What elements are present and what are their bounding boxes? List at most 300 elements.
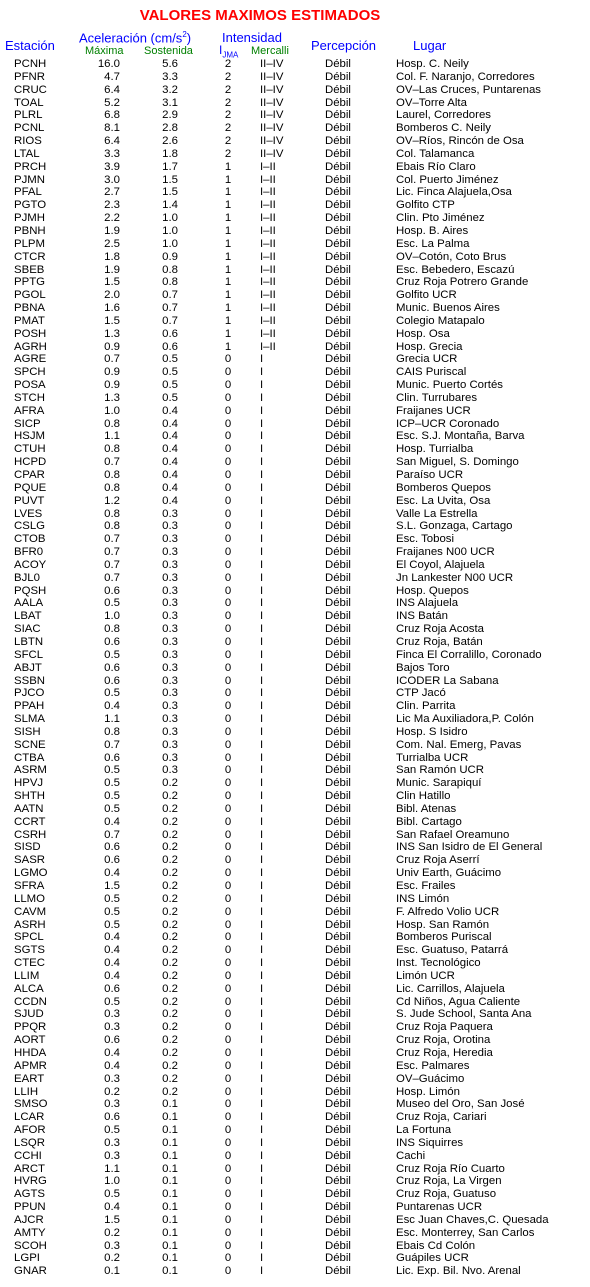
table-row [0,1124,590,1137]
station-code: SLMA [14,713,46,726]
max-acceleration: 0.4 [104,1201,120,1214]
intensity-jma: 0 [224,417,232,430]
station-code: PJCO [14,687,45,700]
station-code: SICP [14,417,41,430]
max-acceleration: 0.5 [104,905,120,918]
intensity-mercalli: II–IV [260,70,284,83]
table-row [0,405,590,418]
intensity-mercalli: I [260,687,264,700]
sustained-acceleration: 0.3 [162,507,178,520]
sustained-acceleration: 0.2 [162,815,178,828]
location: Esc. Bebedero, Escazú [396,263,515,276]
location: Fraijanes N00 UCR [396,546,495,559]
sustained-acceleration: 0.3 [162,648,178,661]
perception: Débil [325,1008,351,1021]
max-acceleration: 0.9 [104,366,120,379]
intensity-jma: 0 [224,558,232,571]
table-row [0,122,590,135]
max-acceleration: 0.3 [104,1008,120,1021]
location: Grecia UCR [396,353,458,366]
location: Hosp. S Isidro [396,725,468,738]
intensity-jma: 0 [224,366,232,379]
intensity-jma: 0 [224,1072,232,1085]
max-acceleration: 0.5 [104,648,120,661]
intensity-jma: 0 [224,379,232,392]
station-code: AGRE [14,353,47,366]
table-row [0,764,590,777]
perception: Débil [325,430,351,443]
table-row [0,392,590,405]
table-row [0,546,590,559]
intensity-jma: 0 [224,635,232,648]
station-code: CSLG [14,520,46,533]
perception: Débil [325,1046,351,1059]
station-code: AMTY [14,1226,46,1239]
sustained-acceleration: 0.3 [162,520,178,533]
location: Clin. Pto Jiménez [396,212,485,225]
table-row [0,970,590,983]
intensity-mercalli: I [260,443,264,456]
intensity-mercalli: I–II [260,186,276,199]
sustained-acceleration: 0.2 [162,777,178,790]
max-acceleration: 1.5 [104,1213,120,1226]
sustained-acceleration: 0.2 [162,802,178,815]
station-code: HVRG [14,1175,47,1188]
max-acceleration: 0.3 [104,1021,120,1034]
table-row [0,418,590,431]
sustained-acceleration: 0.1 [162,1252,178,1265]
station-code: ABJT [14,661,42,674]
sustained-acceleration: 0.3 [162,635,178,648]
sustained-acceleration: 0.1 [162,1136,178,1149]
table-row [0,854,590,867]
intensity-jma: 0 [224,957,232,970]
intensity-mercalli: I [260,802,264,815]
max-acceleration: 0.7 [104,828,120,841]
location: Col. Talamanca [396,147,475,160]
location: Hosp. Quepos [396,584,469,597]
location: Esc. La Uvita, Osa [396,494,491,507]
table-row [0,700,590,713]
location: Laurel, Corredores [396,109,491,122]
header-maxima: Máxima [85,45,124,57]
sustained-acceleration: 0.3 [162,558,178,571]
intensity-jma: 0 [224,1265,232,1278]
sustained-acceleration: 0.1 [162,1175,178,1188]
table-row [0,610,590,623]
table-row [0,315,590,328]
intensity-jma: 0 [224,1175,232,1188]
station-code: SPCL [14,931,44,944]
station-code: EART [14,1072,45,1085]
intensity-mercalli: II–IV [260,109,284,122]
max-acceleration: 0.3 [104,1098,120,1111]
intensity-mercalli: I [260,1149,264,1162]
table-row [0,71,590,84]
location: OV–Cotón, Coto Brus [396,250,507,263]
station-code: RIOS [14,135,42,148]
perception: Débil [325,507,351,520]
station-code: AORT [14,1034,46,1047]
perception: Débil [325,777,351,790]
max-acceleration: 0.4 [104,944,120,957]
location: Munic. Sarapiquí [396,777,482,790]
intensity-mercalli: I [260,1188,264,1201]
sustained-acceleration: 0.5 [162,391,178,404]
perception: Débil [325,135,351,148]
table-row [0,687,590,700]
max-acceleration: 0.5 [104,687,120,700]
station-code: AFRA [14,404,45,417]
intensity-mercalli: I–II [260,263,276,276]
intensity-jma: 0 [224,1149,232,1162]
location: CAIS Puriscal [396,366,467,379]
station-code: CCDN [14,995,47,1008]
station-code: SASR [14,854,46,867]
perception: Débil [325,969,351,982]
intensity-mercalli: I [260,1059,264,1072]
table-row [0,1265,590,1278]
perception: Débil [325,687,351,700]
sustained-acceleration: 1.5 [162,173,178,186]
table-row [0,790,590,803]
sustained-acceleration: 0.2 [162,1021,178,1034]
table-row [0,58,590,71]
intensity-jma: 0 [224,674,232,687]
sustained-acceleration: 0.1 [162,1213,178,1226]
intensity-jma: 0 [224,713,232,726]
station-code: PCNL [14,122,45,135]
intensity-mercalli: I [260,391,264,404]
perception: Débil [325,199,351,212]
sustained-acceleration: 0.2 [162,867,178,880]
table-row [0,1201,590,1214]
header-aceleracion: Aceleración $(cm/s^2)$ [79,30,192,46]
header-sostenida: Sostenida [144,45,193,57]
station-code: ALCA [14,982,44,995]
table-row [0,752,590,765]
intensity-mercalli: I [260,430,264,443]
perception: Débil [325,263,351,276]
location: Cruz Roja Acosta [396,623,484,636]
perception: Débil [325,944,351,957]
station-code: HPVJ [14,777,44,790]
location: Col. F. Naranjo, Corredores [396,70,535,83]
intensity-mercalli: II–IV [260,58,284,70]
intensity-mercalli: II–IV [260,83,284,96]
perception: Débil [325,1072,351,1085]
table-row [0,1034,590,1047]
location: Hosp. B. Aires [396,224,469,237]
sustained-acceleration: 0.3 [162,661,178,674]
perception: Débil [325,469,351,481]
station-table [0,58,590,1278]
max-acceleration: 1.2 [104,494,120,507]
intensity-mercalli: I [260,456,264,469]
intensity-jma: 0 [224,610,232,623]
perception: Débil [325,379,351,392]
table-row [0,675,590,688]
location: Com. Nal. Emerg, Pavas [396,738,522,751]
table-row [0,726,590,739]
sustained-acceleration: 0.7 [162,289,178,302]
table-row [0,302,590,315]
max-acceleration: 2.5 [104,237,120,250]
perception: Débil [325,635,351,648]
perception: Débil [325,713,351,726]
perception: Débil [325,404,351,417]
sustained-acceleration: 0.3 [162,533,178,546]
location: OV–Ríos, Rincón de Osa [396,135,524,148]
table-row [0,533,590,546]
sustained-acceleration: 0.1 [162,1265,178,1278]
station-code: SJUD [14,1008,44,1021]
max-acceleration: 0.2 [104,1085,120,1098]
intensity-jma: 0 [224,969,232,982]
intensity-jma: 0 [224,1021,232,1034]
max-acceleration: 0.7 [104,456,120,469]
intensity-jma: 0 [224,777,232,790]
max-acceleration: 0.8 [104,507,120,520]
station-code: AALA [14,597,44,610]
sustained-acceleration: 1.5 [162,186,178,199]
intensity-jma: 1 [224,250,232,263]
intensity-mercalli: I [260,1124,264,1137]
intensity-jma: 0 [224,1111,232,1124]
sustained-acceleration: 2.9 [162,109,178,122]
intensity-jma: 0 [224,854,232,867]
location: Lic Ma Auxiliadora,P. Colón [396,713,534,726]
station-code: SISH [14,725,41,738]
location: Clin. Turrubares [396,391,478,404]
intensity-jma: 1 [224,186,232,199]
perception: Débil [325,738,351,751]
station-code: BJL0 [14,571,40,584]
station-code: ACOY [14,558,47,571]
location: Cruz Roja Río Cuarto [396,1162,505,1175]
table-row [0,1073,590,1086]
table-row [0,636,590,649]
location: La Fortuna [396,1124,452,1137]
location: Bomberos C. Neily [396,122,491,135]
max-acceleration: 2.2 [104,212,120,225]
location: Hosp. Osa [396,327,450,340]
max-acceleration: 0.5 [104,790,120,803]
intensity-mercalli: I [260,969,264,982]
station-code: CTEC [14,957,46,970]
station-code: CPAR [14,469,45,481]
location: Cruz Roja, Batán [396,635,483,648]
intensity-mercalli: I–II [260,289,276,302]
sustained-acceleration: 0.3 [162,713,178,726]
page-title: VALORES MAXIMOS ESTIMADOS [139,7,381,24]
intensity-mercalli: I [260,648,264,661]
location: Valle La Estrella [396,507,478,520]
location: Ebais Río Claro [396,160,476,173]
table-row [0,944,590,957]
intensity-mercalli: I [260,738,264,751]
sustained-acceleration: 0.4 [162,443,178,456]
max-acceleration: 0.5 [104,597,120,610]
sustained-acceleration: 0.2 [162,892,178,905]
intensity-jma: 1 [224,327,232,340]
table-row [0,1175,590,1188]
table-row [0,623,590,636]
intensity-mercalli: I [260,546,264,559]
intensity-mercalli: I [260,635,264,648]
sustained-acceleration: 1.0 [162,212,178,225]
max-acceleration: 2.0 [104,289,120,302]
intensity-jma: 0 [224,1162,232,1175]
max-acceleration: 6.4 [104,135,120,148]
station-code: POSA [14,379,46,392]
table-row [0,443,590,456]
header-lugar: Lugar [413,38,447,53]
station-code: AFOR [14,1124,46,1137]
intensity-mercalli: I [260,507,264,520]
location: OV–Torre Alta [396,96,467,109]
location: Cruz Roja, La Virgen [396,1175,502,1188]
max-acceleration: 1.9 [104,224,120,237]
max-acceleration: 0.7 [104,571,120,584]
station-code: BFR0 [14,546,44,559]
max-acceleration: 3.0 [104,173,120,186]
max-acceleration: 0.9 [104,379,120,392]
station-code: CTUH [14,443,46,456]
perception: Débil [325,494,351,507]
location: Esc Juan Chaves,C. Quesada [396,1213,549,1226]
sustained-acceleration: 0.3 [162,571,178,584]
sustained-acceleration: 0.3 [162,751,178,764]
max-acceleration: 0.4 [104,957,120,970]
perception: Débil [325,880,351,892]
sustained-acceleration: 0.2 [162,854,178,867]
intensity-mercalli: I–II [260,199,276,212]
station-code: CTBA [14,751,45,764]
max-acceleration: 0.5 [104,1188,120,1201]
intensity-mercalli: I [260,905,264,918]
perception: Débil [325,456,351,469]
intensity-jma: 2 [224,96,232,109]
max-acceleration: 0.3 [104,1136,120,1149]
perception: Débil [325,802,351,815]
sustained-acceleration: 0.5 [162,379,178,392]
table-row [0,238,590,251]
station-code: HHDA [14,1046,47,1059]
table-row [0,430,590,443]
sustained-acceleration: 3.1 [162,96,178,109]
location: Hosp. Limón [396,1085,460,1098]
intensity-jma: 0 [224,661,232,674]
location: San Miguel, S. Domingo [396,456,519,469]
table-row [0,520,590,533]
intensity-mercalli: II–IV [260,135,284,148]
max-acceleration: 2.7 [104,186,120,199]
intensity-mercalli: I [260,841,264,854]
station-code: PUVT [14,494,45,507]
perception: Débil [325,623,351,636]
perception: Débil [325,790,351,803]
sustained-acceleration: 0.3 [162,764,178,777]
perception: Débil [325,237,351,250]
table-row [0,649,590,662]
max-acceleration: 0.5 [104,764,120,777]
sustained-acceleration: 0.2 [162,931,178,944]
station-code: CTCR [14,250,46,263]
table-row [0,1137,590,1150]
perception: Débil [325,700,351,713]
station-code: SHTH [14,790,46,803]
intensity-mercalli: I [260,764,264,777]
intensity-mercalli: I [260,828,264,841]
perception: Débil [325,1034,351,1047]
max-acceleration: 0.5 [104,802,120,815]
location: Hosp. Grecia [396,340,463,353]
sustained-acceleration: 1.0 [162,237,178,250]
sustained-acceleration: 0.2 [162,1072,178,1085]
location: Cruz Roja, Orotina [396,1034,491,1047]
location: Esc. Palmares [396,1059,470,1072]
intensity-jma: 0 [224,725,232,738]
perception: Débil [325,58,351,70]
location: Golfito CTP [396,199,455,212]
intensity-mercalli: I [260,1034,264,1047]
perception: Débil [325,1226,351,1239]
sustained-acceleration: 2.6 [162,135,178,148]
perception: Débil [325,353,351,366]
max-acceleration: 0.6 [104,982,120,995]
sustained-acceleration: 0.5 [162,353,178,366]
sustained-acceleration: 0.1 [162,1111,178,1124]
station-code: PPTG [14,276,46,289]
intensity-mercalli: I [260,854,264,867]
max-acceleration: 0.5 [104,1124,120,1137]
sustained-acceleration: 0.2 [162,1046,178,1059]
max-acceleration: 0.8 [104,469,120,481]
table-row [0,328,590,341]
perception: Débil [325,905,351,918]
intensity-jma: 1 [224,199,232,212]
perception: Débil [325,1201,351,1214]
intensity-jma: 0 [224,1124,232,1137]
intensity-jma: 2 [224,147,232,160]
intensity-mercalli: I [260,571,264,584]
location: Bomberos Puriscal [396,931,492,944]
intensity-jma: 0 [224,738,232,751]
perception: Débil [325,147,351,160]
location: Esc. Tobosi [396,533,455,546]
table-row [0,906,590,919]
perception: Débil [325,931,351,944]
intensity-mercalli: I [260,1252,264,1265]
sustained-acceleration: 0.2 [162,905,178,918]
perception: Débil [325,289,351,302]
location: Lic. Exp. Bil. Nvo. Arenal [396,1265,521,1278]
table-row [0,880,590,893]
max-acceleration: 5.2 [104,96,120,109]
sustained-acceleration: 3.2 [162,83,178,96]
table-row [0,212,590,225]
location: San Ramón UCR [396,764,484,777]
table-row [0,739,590,752]
intensity-mercalli: I–II [260,212,276,225]
table-row [0,585,590,598]
intensity-mercalli: I [260,469,264,481]
intensity-jma: 0 [224,982,232,995]
max-acceleration: 1.0 [104,1175,120,1188]
intensity-jma: 0 [224,443,232,456]
perception: Débil [325,751,351,764]
